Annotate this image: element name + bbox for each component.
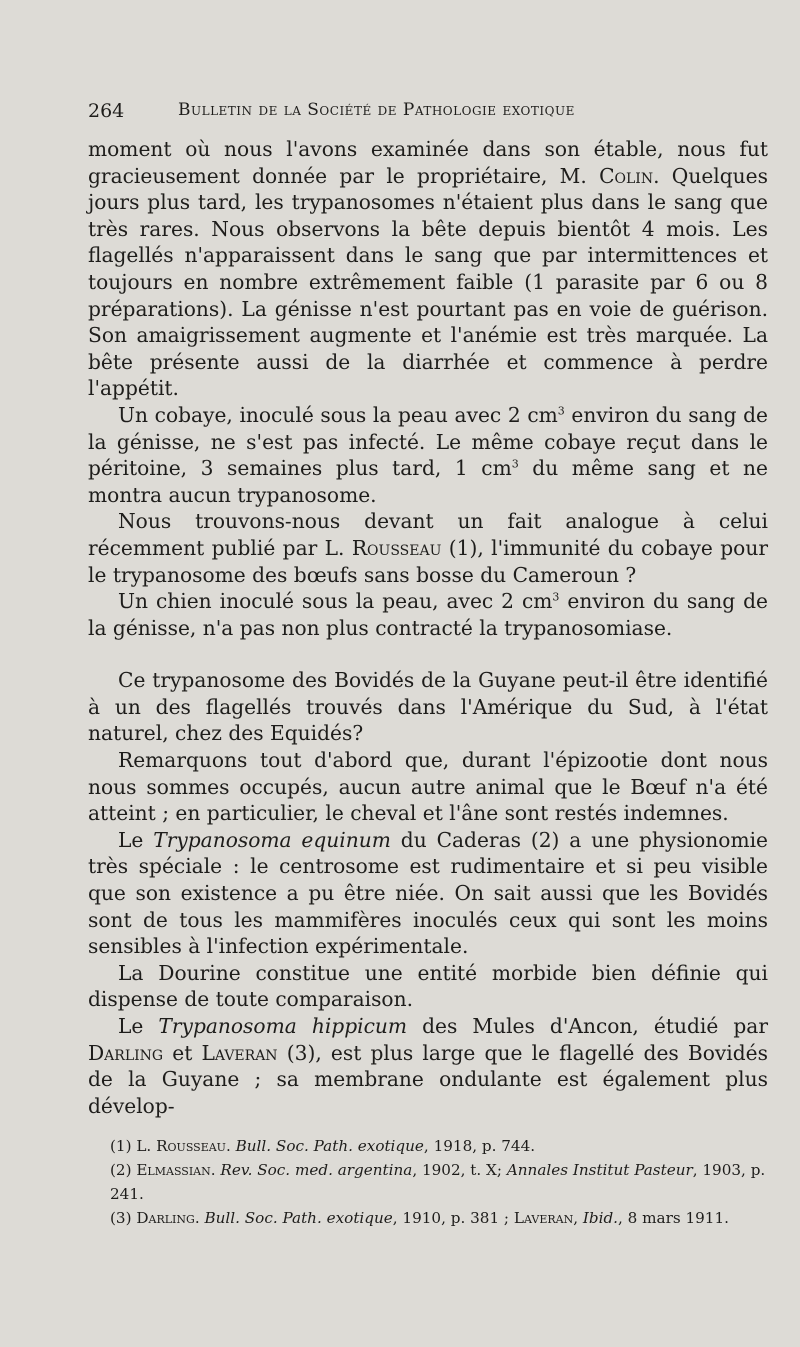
paragraph-6: Remarquons tout d'abord que, durant l'épizootie dont nous nous sommes occupés, aucun autre animal que le Bœuf n'a été atteint ; en particulier, le cheval et l'âne sont restés indemnes.: [88, 748, 768, 826]
footnotes: [110, 1134, 770, 1230]
page-number: 264: [88, 100, 125, 122]
body-text: [88, 136, 768, 1119]
running-title: Bulletin de la Société de Pathologie exotique: [178, 100, 575, 120]
footnote-2: (2) Elmassian. Rev. Soc. med. argentina, 1902, t. X; Annales Institut Pasteur, 1903, p. 241.: [110, 1161, 766, 1203]
paragraph-5: Ce trypanosome des Bovidés de la Guyane peut-il être identifié à un des flagellés trouvés dans l'Amérique du Sud, à l'état naturel, chez des Equidés?: [88, 668, 768, 746]
paragraph-9: Le Trypanosoma hippicum des Mules d'Ancon, étudié par Darling et Laveran (3), est plus large que le flagellé des Bovidés de la Guyane ; sa membrane ondulante est également plus dévelop-: [88, 1014, 768, 1118]
paragraph-2: Un cobaye, inoculé sous la peau avec 2 $cm^3$ environ du sang de la génisse, ne s'est pas infecté. Le même cobaye reçut dans le péritoine, 3 semaines plus tard, 1 $cm^3$ du même sang et ne montra aucun trypanosome.: [88, 402, 769, 507]
page-header: [88, 100, 768, 130]
footnote-1: (1) L. Rousseau. Bull. Soc. Path. exotique, 1918, p. 744.: [110, 1137, 536, 1155]
paragraph-1: moment où nous l'avons examinée dans son étable, nous fut gracieusement donnée par le propriétaire, M. Colin. Quelques jours plus tard, les trypanosomes n'étaient plus dans le sang que très rares. Nous observons la bête depuis bientôt 4 mois. Les flagellés n'apparaissent dans le sang que par intermittences et toujours en nombre extrêmement faible (1 parasite par 6 ou 8 préparations). La génisse n'est pourtant pas en voie de guérison. Son amaigrissement augmente et l'anémie est très marquée. La bête présente aussi de la diarrhée et commence à perdre l'appétit.: [88, 137, 768, 401]
paragraph-7: Le Trypanosoma equinum du Caderas (2) a une physionomie très spéciale : le centrosome est rudimentaire et si peu visible que son existence a pu être niée. On sait aussi que les Bovidés sont de tous les mammifères inoculés ceux qui sont les moins sensibles à l'infection expérimentale.: [88, 827, 769, 959]
paragraph-3: Nous trouvons-nous devant un fait analogue à celui récemment publié par L. Rousseau (1), l'immunité du cobaye pour le trypanosome des bœufs sans bosse du Cameroun ?: [88, 509, 768, 587]
paragraph-4: Un chien inoculé sous la peau, avec 2 $cm^3$ environ du sang de la génisse, n'a pas non plus contracté la trypanosomiase.: [88, 589, 768, 640]
footnote-3: (3) Darling. Bull. Soc. Path. exotique, 1910, p. 381 ; Laveran, Ibid., 8 mars 1911.: [110, 1209, 729, 1227]
paragraph-8: La Dourine constitue une entité morbide bien définie qui dispense de toute comparaison.: [88, 960, 768, 1012]
